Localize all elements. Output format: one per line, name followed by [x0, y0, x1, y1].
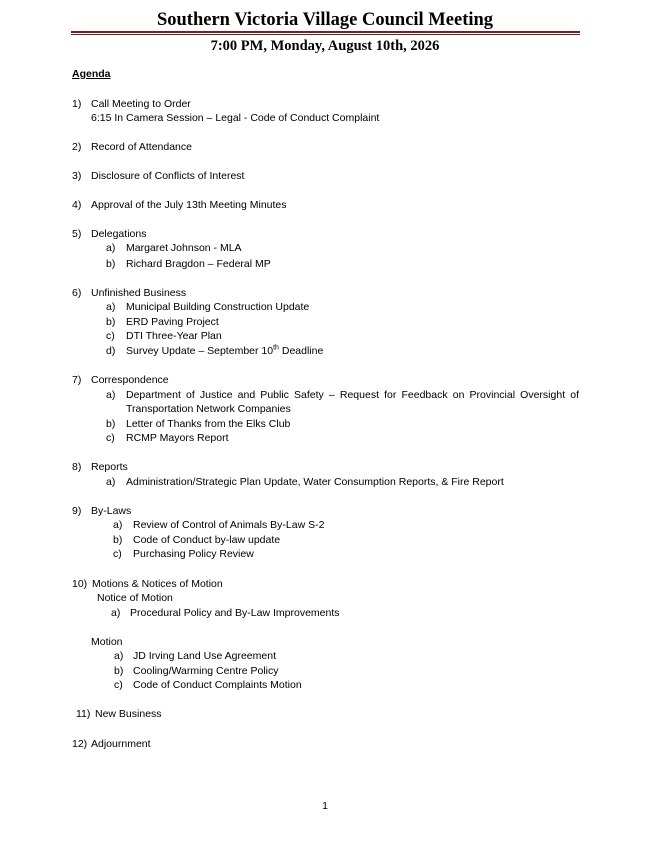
page-number: 1: [322, 800, 328, 812]
sub-item: RCMP Mayors Report: [126, 432, 229, 444]
item-label: Reports: [91, 461, 128, 473]
item-label: Record of Attendance: [91, 141, 192, 153]
sub-item: Margaret Johnson - MLA: [126, 242, 242, 254]
item-label: Disclosure of Conflicts of Interest: [91, 170, 245, 182]
sub-item: Code of Conduct Complaints Motion: [133, 679, 302, 691]
sub-item: Purchasing Policy Review: [133, 548, 254, 560]
item-label: Call Meeting to Order: [91, 98, 191, 110]
item-number: 12): [72, 738, 88, 750]
item-number: 3): [72, 170, 82, 182]
motion-heading: Motion: [91, 636, 123, 648]
sub-item: Code of Conduct by-law update: [133, 534, 281, 546]
item-number: 10): [72, 578, 88, 590]
sub-item: Administration/Strategic Plan Update, Water Consumption Reports, & Fire Report: [126, 476, 504, 488]
sub-letter: a): [106, 476, 116, 488]
notice-of-motion-heading: Notice of Motion: [97, 592, 173, 604]
sub-letter: c): [106, 432, 115, 444]
meeting-datetime: 7:00 PM, Monday, August 10th, 2026: [210, 38, 440, 54]
sub-item-line: Department of Justice and Public Safety – Request for Feedback on Provincial Oversight of: [126, 389, 579, 401]
item-label: New Business: [95, 708, 162, 720]
sub-letter: a): [113, 519, 123, 531]
sub-item-text: Survey Update – September 10: [126, 345, 274, 357]
sub-item: ERD Paving Project: [126, 316, 219, 328]
item-label: Adjournment: [91, 738, 151, 750]
item-label: By-Laws: [91, 505, 132, 517]
title-divider-thin: [71, 34, 580, 35]
sub-letter: b): [114, 665, 124, 677]
document-title: Southern Victoria Village Council Meeting: [156, 10, 494, 30]
item-number: 7): [72, 374, 82, 386]
agenda-heading: Agenda: [72, 68, 111, 80]
sub-letter: c): [113, 548, 122, 560]
item-label: Correspondence: [91, 374, 169, 386]
item-label: Delegations: [91, 228, 147, 240]
item-note: 6:15 In Camera Session – Legal - Code of Conduct Complaint: [91, 112, 380, 124]
sub-item: Procedural Policy and By-Law Improvements: [130, 607, 340, 619]
sub-item-line: Transportation Network Companies: [126, 403, 291, 415]
sub-item-text-end: Deadline: [278, 345, 324, 357]
sub-item: Municipal Building Construction Update: [126, 301, 310, 313]
sub-letter: a): [114, 650, 124, 662]
sub-letter: d): [106, 345, 116, 357]
sub-item: DTI Three-Year Plan: [126, 330, 222, 342]
sub-letter: c): [114, 679, 123, 691]
sub-item: Review of Control of Animals By-Law S-2: [133, 519, 325, 531]
item-number: 11): [76, 708, 91, 720]
sub-letter: a): [106, 242, 116, 254]
item-number: 6): [72, 287, 82, 299]
ordinal-suffix: th: [273, 344, 279, 352]
sub-letter: b): [106, 418, 116, 430]
sub-letter: a): [111, 607, 121, 619]
sub-letter: a): [106, 389, 116, 401]
sub-item: Letter of Thanks from the Elks Club: [126, 418, 291, 430]
sub-letter: b): [113, 534, 123, 546]
sub-item: Cooling/Warming Centre Policy: [133, 665, 279, 677]
item-number: 1): [72, 98, 82, 110]
item-label: Approval of the July 13th Meeting Minutes: [91, 199, 287, 211]
item-label: Unfinished Business: [91, 287, 187, 299]
sub-letter: c): [106, 330, 115, 342]
sub-item: Richard Bragdon – Federal MP: [126, 258, 271, 270]
item-number: 4): [72, 199, 82, 211]
sub-letter: b): [106, 316, 116, 328]
item-label: Motions & Notices of Motion: [92, 578, 223, 590]
sub-letter: a): [106, 301, 116, 313]
title-divider: [71, 31, 580, 33]
item-number: 8): [72, 461, 82, 473]
item-number: 2): [72, 141, 82, 153]
sub-item: JD Irving Land Use Agreement: [133, 650, 276, 662]
sub-item: [126, 344, 323, 358]
item-number: 5): [72, 228, 82, 240]
item-number: 9): [72, 505, 82, 517]
sub-letter: b): [106, 258, 116, 270]
